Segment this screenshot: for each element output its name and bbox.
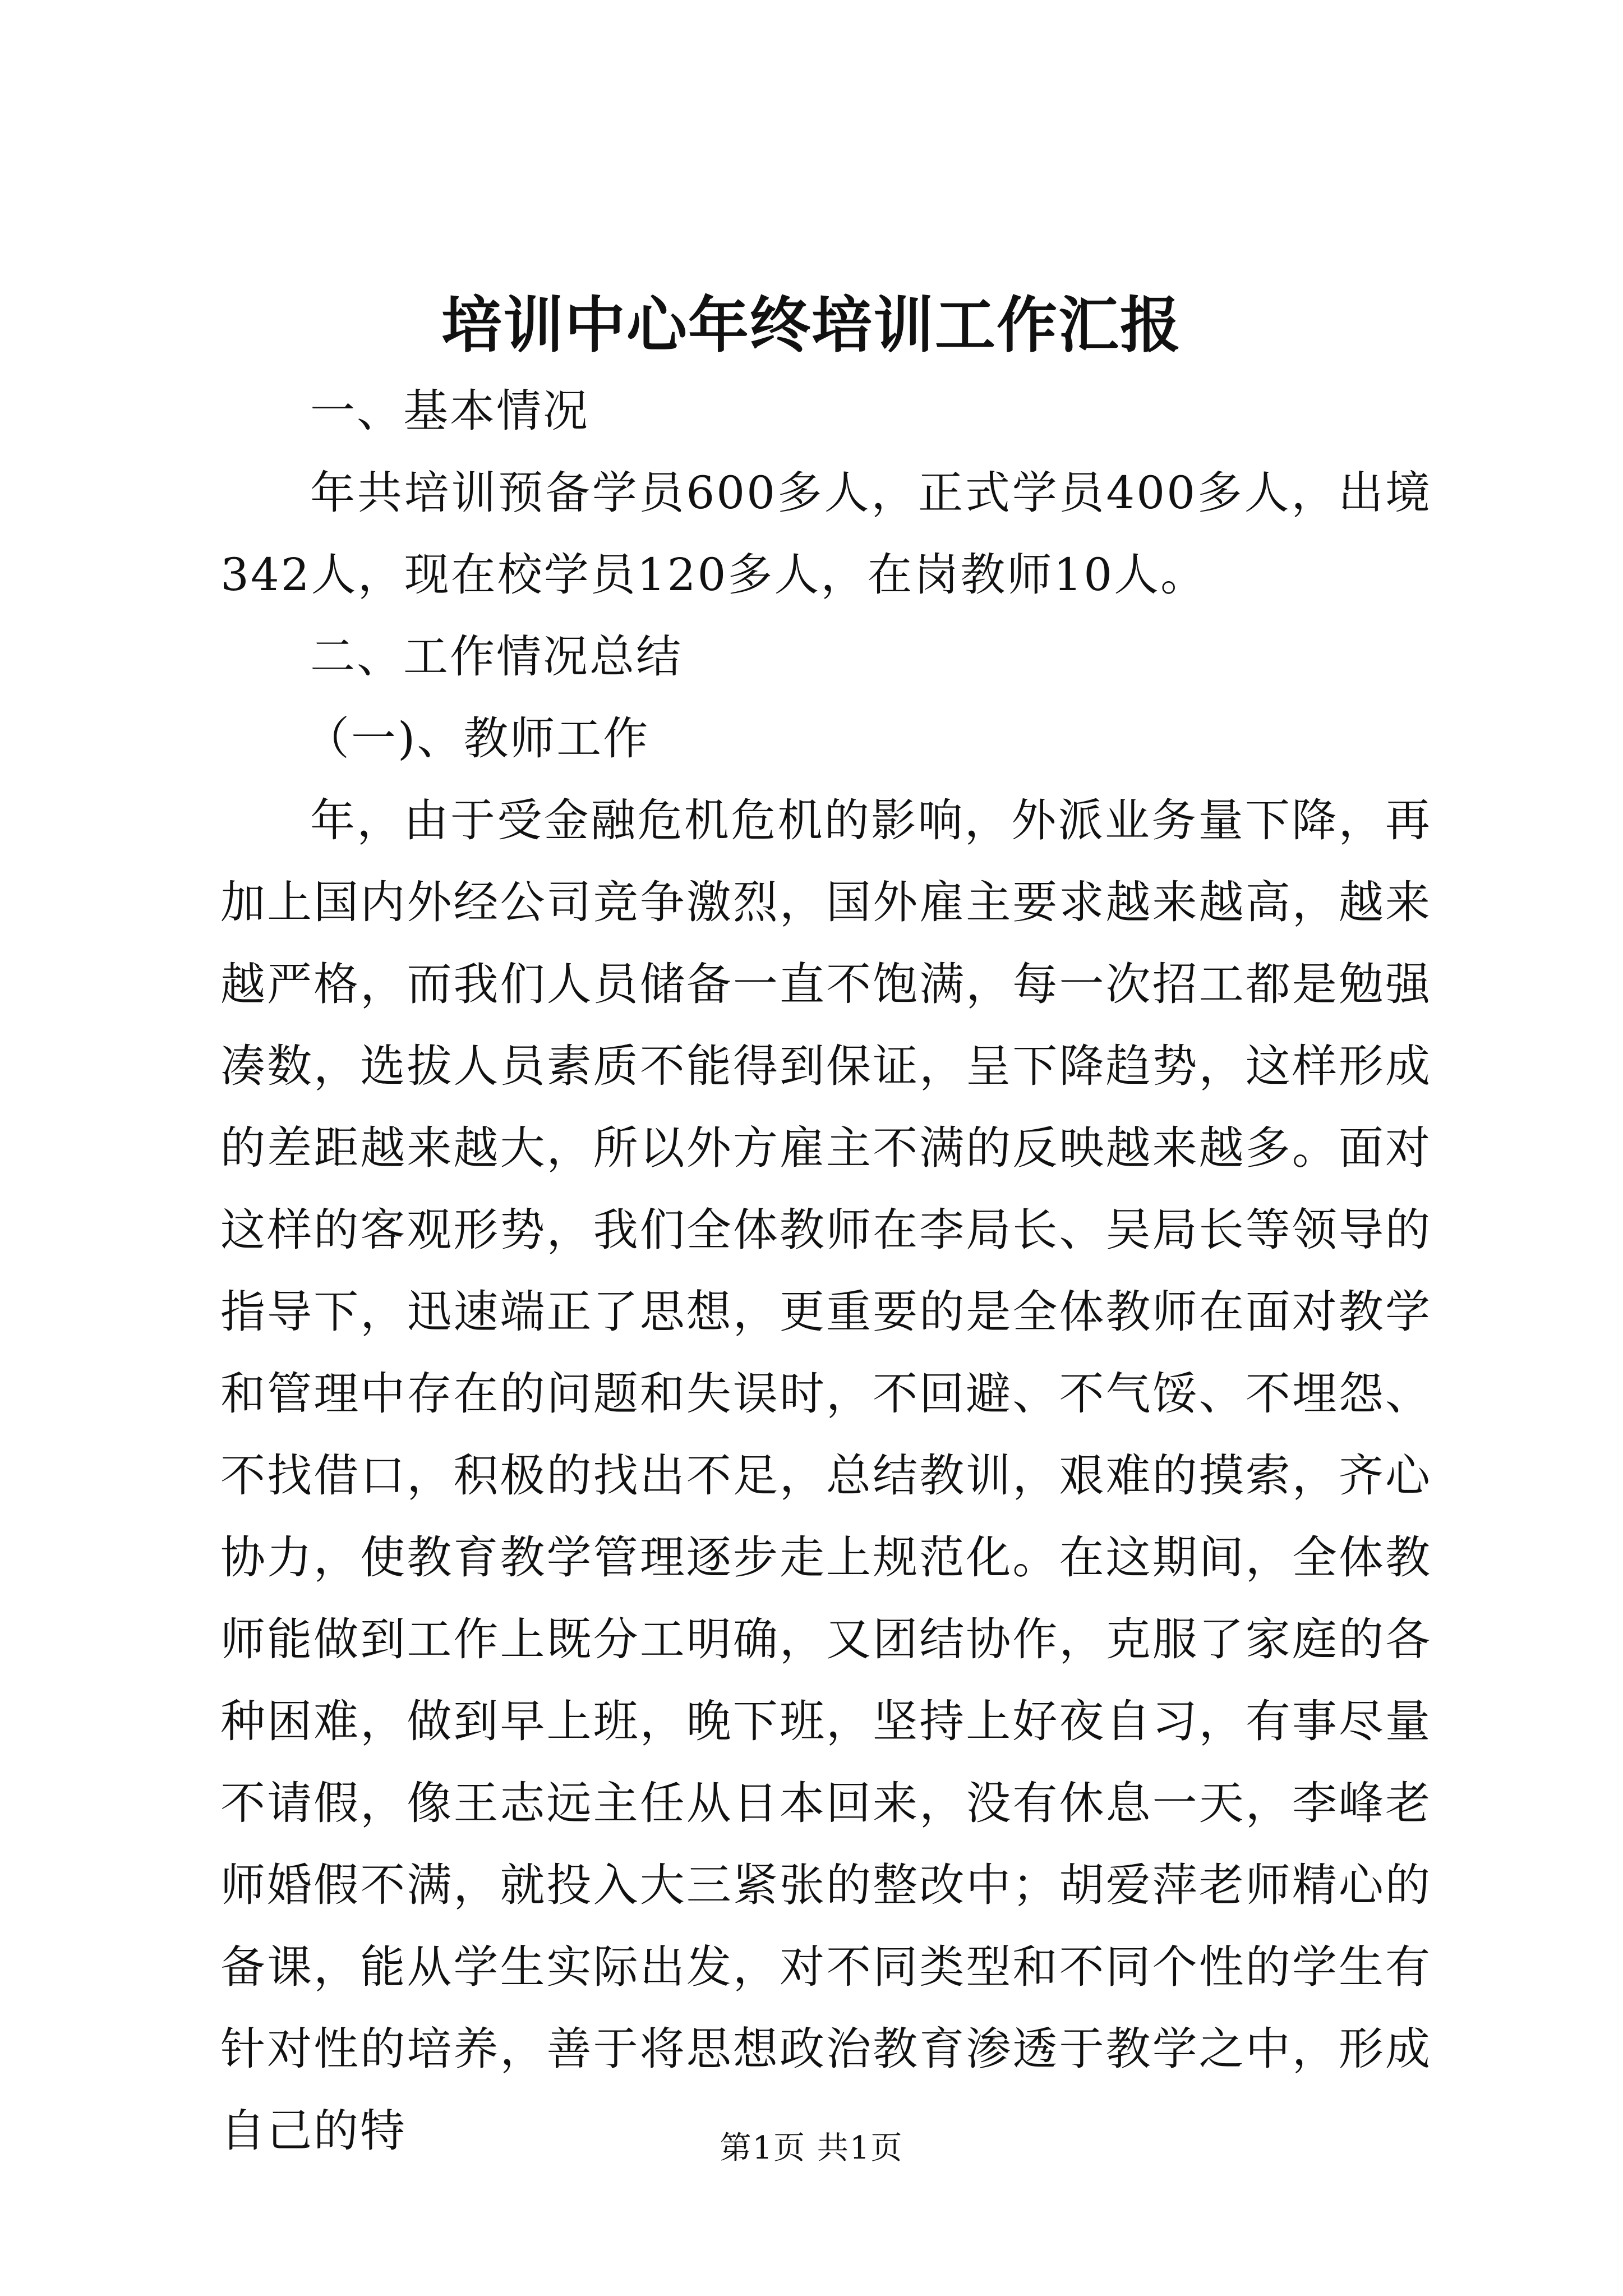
- section-heading-basic: 一、基本情况: [310, 385, 589, 437]
- paragraph-basic-info: 年共培训预备学员600多人，正式学员400多人，出境342人，现在校学员120多人，在岗教师10人。: [220, 467, 1432, 601]
- document-title: 培训中心年终培训工作汇报: [441, 290, 1182, 361]
- document-body: [220, 370, 1432, 2172]
- page-footer: 第1页 共1页: [720, 2130, 903, 2166]
- section-heading-summary: 二、工作情况总结: [310, 631, 683, 683]
- paragraph-teacher-work: 年，由于受金融危机危机的影响，外派业务量下降，再加上国内外经公司竞争激烈，国外雇主要求越来越高，越来越严格，而我们人员储备一直不饱满，每一次招工都是勉强凑数，选拔人员素质不能得到保证，呈下降趋势，这样形成的差距越来越大，所以外方雇主不满的反映越来越多。面对这样的客观形势，我们全体教师在李局长、吴局长等领导的指导下，迅速端正了思想，更重要的是全体教师在面对教学和管理中存在的问题和失误时，不回避、不气馁、不埋怨、不找借口，积极的找出不足，总结教训，艰难的摸索，齐心协力，使教育教学管理逐步走上规范化。在这期间，全体教师能做到工作上既分工明确，又团结协作，克服了家庭的各种困难，做到早上班，晚下班，坚持上好夜自习，有事尽量不请假，像王志远主任从日本回来，没有休息一天，李峰老师婚假不满，就投入大三紧张的整改中；胡爱萍老师精心的备课，能从学生实际出发，对不同类型和不同个性的学生有针对性的培养，善于将思想政治教育渗透于教学之中，形成自己的特: [220, 794, 1432, 2157]
- subsection-heading-teachers: （一)、教师工作: [305, 712, 650, 765]
